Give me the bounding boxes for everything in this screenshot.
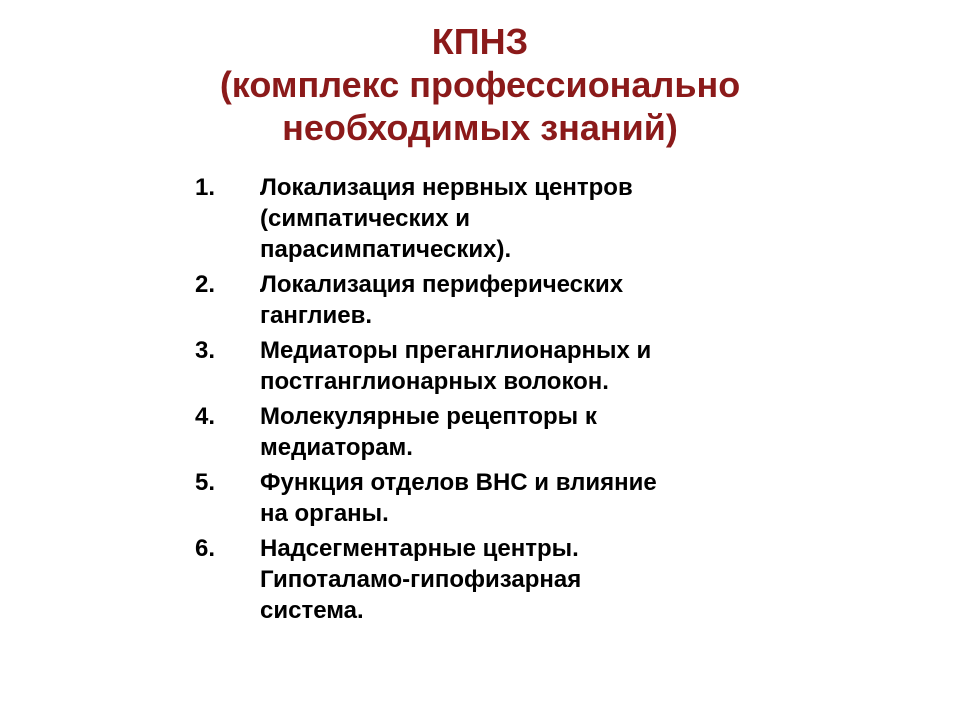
- item-text: [260, 401, 785, 463]
- item-number: 3.: [195, 337, 216, 364]
- item-number: 1.: [195, 174, 216, 201]
- item-text: [260, 533, 785, 626]
- list-item: [195, 172, 785, 265]
- title-line: КПНЗ: [431, 21, 529, 62]
- item-text-line: система.: [260, 597, 364, 624]
- item-text-line: Надсегментарные центры.: [260, 535, 579, 562]
- item-text-line: Гипоталамо-гипофизарная: [260, 566, 582, 593]
- item-text-line: ганглиев.: [260, 302, 373, 329]
- item-text-line: Локализация нервных центров: [260, 174, 633, 201]
- numbered-list: [195, 172, 785, 630]
- list-item: [195, 533, 785, 626]
- item-text-line: постганглионарных волокон.: [260, 368, 609, 395]
- item-text-line: на органы.: [260, 500, 389, 527]
- item-text: [260, 467, 785, 529]
- item-text-line: (симпатических и: [260, 205, 471, 232]
- item-text: [260, 269, 785, 331]
- list-item: [195, 467, 785, 529]
- item-text-line: Функция отделов ВНС и влияние: [260, 469, 657, 496]
- item-number: 6.: [195, 535, 216, 562]
- title-line: (комплекс профессионально: [219, 64, 741, 105]
- title-line: необходимых знаний): [282, 107, 678, 148]
- slide-title: [120, 20, 840, 149]
- item-text-line: Локализация периферических: [260, 271, 624, 298]
- item-text-line: Медиаторы преганглионарных и: [260, 337, 652, 364]
- item-text: [260, 335, 785, 397]
- item-text: [260, 172, 785, 265]
- list-item: [195, 269, 785, 331]
- item-number: 5.: [195, 469, 216, 496]
- item-text-line: Молекулярные рецепторы к: [260, 403, 597, 430]
- item-text-line: медиаторам.: [260, 434, 413, 461]
- item-text-line: парасимпатических).: [260, 236, 512, 263]
- item-number: 2.: [195, 271, 216, 298]
- list-item: [195, 401, 785, 463]
- list-item: [195, 335, 785, 397]
- item-number: 4.: [195, 403, 216, 430]
